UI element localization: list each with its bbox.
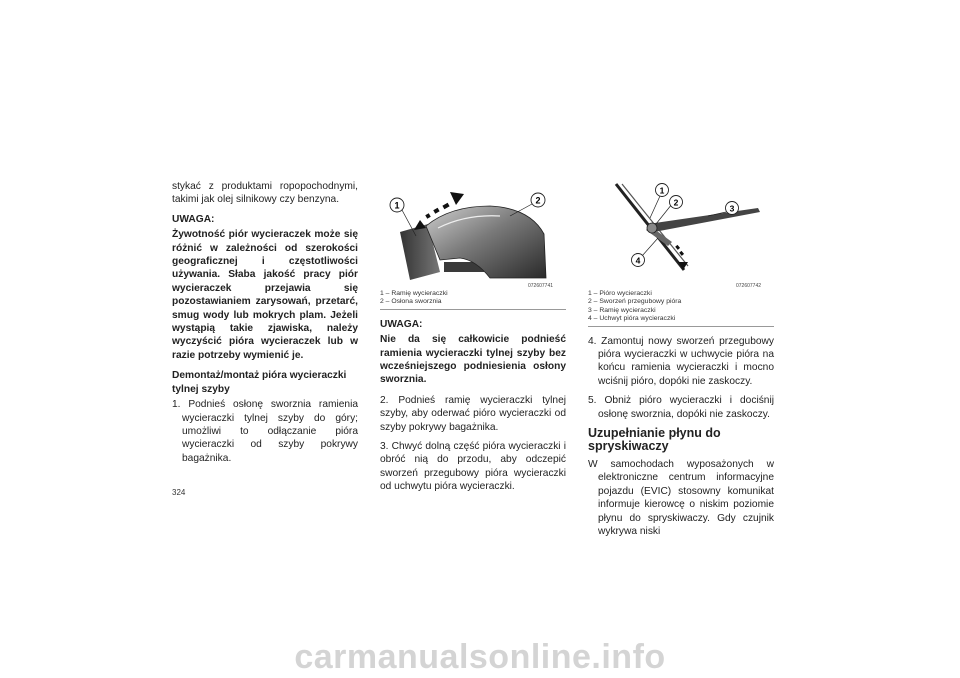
section-heading: Uzupełnianie płynu do spryskiwaczy <box>588 426 721 454</box>
figure-wiper-blade-pivot <box>588 180 774 288</box>
callout-2: 2 <box>535 195 541 206</box>
caption-item-1: 1 – Ramię wycieraczki <box>380 290 448 297</box>
figure-caption <box>588 290 774 327</box>
step-4: 4. Zamontuj nowy sworzeń przegubowy pióra wycieraczki w uchwycie pióra na końcu ramienia wycieraczki i mocno wciśnij pióro, dopóki nie zaskoczy. <box>588 335 774 387</box>
callout-2: 2 <box>673 197 679 208</box>
intro-text: stykać z produktami ropopochodnymi, takimi jak olej silnikowy czy benzyna. <box>172 181 358 206</box>
column-middle <box>380 180 566 500</box>
figure-code: 072607742 <box>736 283 762 289</box>
figure-wiper-arm-cover <box>380 180 566 288</box>
callout-4: 4 <box>635 255 641 266</box>
note-title: UWAGA: <box>172 213 215 225</box>
note-text: Żywotność piór wycieraczek może się różnić w zależności od szerokości geograficznej i częstotliwości używania. Słaba jakość pracy piór wycieraczek przejawia się pozostawianiem zarysowań, przetarć, smug wody lub mokrych plam. Jeżeli wystąpią takie zjawiska, należy wyczyścić pióra wycieraczek lub w razie potrzeby wymienić je. <box>172 229 358 361</box>
caption-item-4: 4 – Uchwyt pióra wycieraczki <box>588 315 676 323</box>
step-5: 5. Obniż pióro wycieraczki i dociśnij osłonę sworznia, dopóki nie zaskoczy. <box>588 395 774 420</box>
watermark: carmanualsonline.info <box>294 638 666 676</box>
column-right <box>588 180 774 544</box>
wiper-blade-illustration <box>588 180 774 288</box>
section-subheading: Demontaż/montaż pióra wycieraczki tylnej szyby <box>172 370 347 395</box>
note-text: Nie da się całkowicie podnieść ramienia wycieraczki tylnej szyby bez wcześniejszego podniesienia osłony sworznia. <box>380 334 566 386</box>
column-left <box>172 180 358 471</box>
caption-item-3: 3 – Ramię wycieraczki <box>588 306 656 314</box>
page-number: 324 <box>172 488 186 497</box>
step-3: 3. Chwyć dolną część pióra wycieraczki i obróć nią do przodu, aby odczepić sworzeń przegubowy pióra wycieraczki od uchwytu pióra wycieraczki. <box>380 441 566 493</box>
caption-item-1: 1 – Pióro wycieraczki <box>588 290 652 297</box>
figure-code: 072607741 <box>528 283 554 289</box>
wiper-cover-illustration <box>380 180 566 288</box>
callout-1: 1 <box>394 200 400 211</box>
step-2: 2. Podnieś ramię wycieraczki tylnej szyby, aby oderwać pióro wycieraczki od szyby pokrywy bagażnika. <box>380 394 566 433</box>
callout-3: 3 <box>729 203 735 214</box>
caption-item-2: 2 – Sworzeń przegubowy pióra <box>588 298 682 306</box>
section-body: W samochodach wyposażonych w elektroniczne centrum informacyjne pojazdu (EVIC) stosowny komunikat informuje kierowcę o niskim poziomie płynu do spryskiwaczy. Gdy czujnik wykrywa niski <box>588 458 774 537</box>
step-1: 1. Podnieś osłonę sworznia ramienia wycieraczki tylnej szyby do góry; umożliwi to odłączanie pióra wycieraczki od szyby pokrywy bagażnika. <box>172 399 358 464</box>
caption-item-2: 2 – Osłona sworznia <box>380 298 442 306</box>
callout-1: 1 <box>659 185 665 196</box>
note-title: UWAGA: <box>380 318 423 330</box>
